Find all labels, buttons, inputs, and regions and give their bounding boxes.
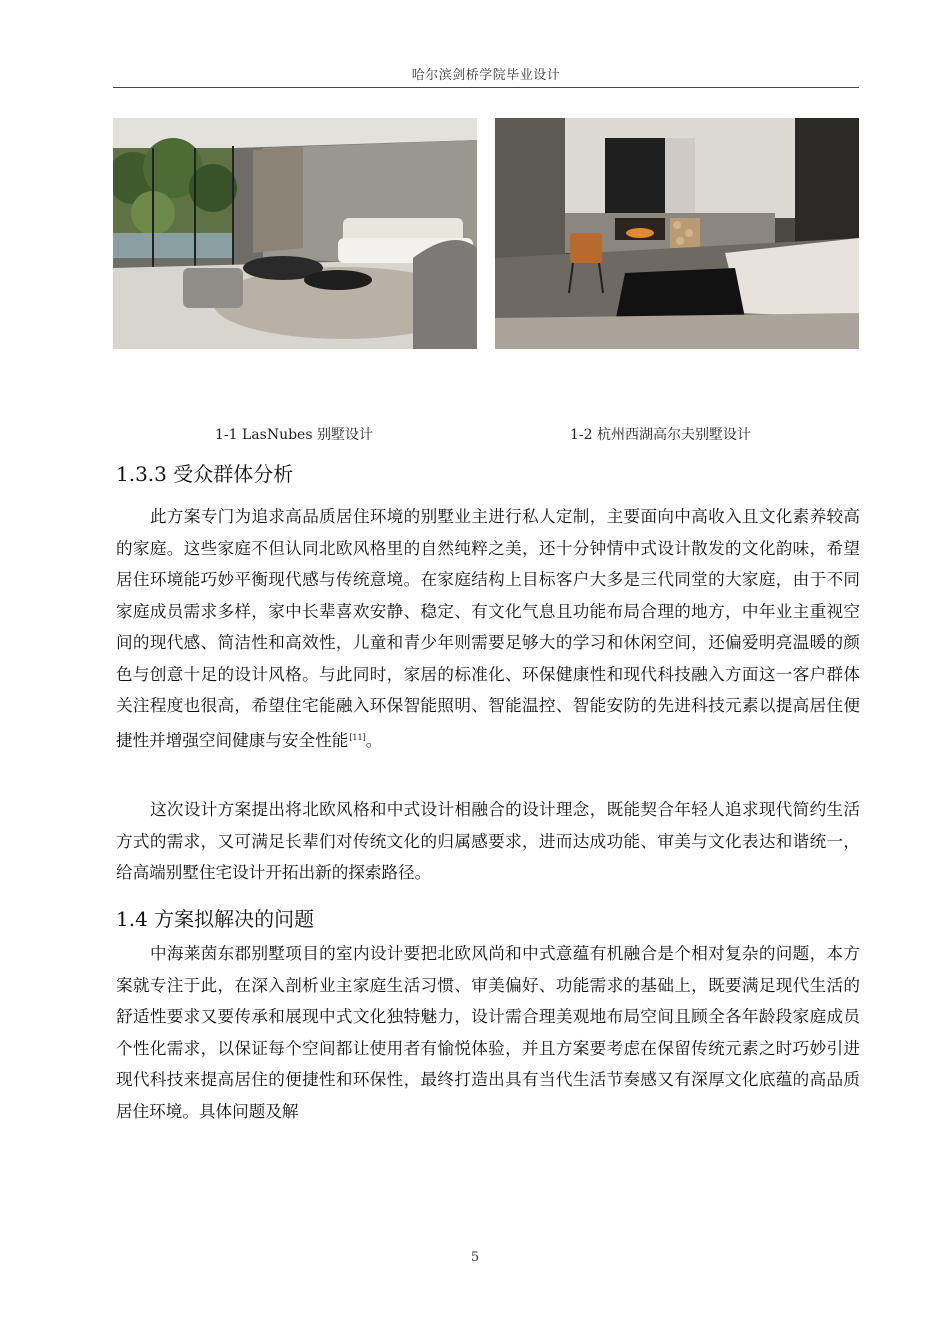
living-room-photo-1 (113, 118, 477, 349)
section-heading-1-4: 1.4 方案拟解决的问题 (116, 907, 315, 931)
paragraph-design-concept: 这次设计方案提出将北欧风格和中式设计相融合的设计理念，既能契合年轻人追求现代简约生活方式的需求，又可满足长辈们对传统文化的归属感要求，进而达成功能、审美与文化表达和谐统一，给高端别墅住宅设计开拓出新的探索路径。 (116, 800, 860, 882)
paragraph-text: 此方案专门为追求高品质居住环境的别墅业主进行私人定制，主要面向中高收入且文化素养较高的家庭。这些家庭不但认同北欧风格里的自然纯粹之美，还十分钟情中式设计散发的文化韵味，希望居住环境能巧妙平衡现代感与传统意境。在家庭结构上目标客户大多是三代同堂的大家庭，由于不同家庭成员需求多样，家中长辈喜欢安静、稳定、有文化气息且功能布局合理的地方，中年业主重视空间的现代感、简洁性和高效性，儿童和青少年则需要足够大的学习和休闲空间，还偏爱明亮温暖的颜色与创意十足的设计风格。与此同时，家居的标准化、环保健康性和现代科技融入方面这一客户群体关注程度也很高，希望住宅能融入环保智能照明、智能温控、智能安防的先进科技元素以提高居住便捷性并增强空间健康与安全性能 (116, 507, 860, 750)
living-room-photo-2 (495, 118, 859, 349)
figure-2-photo (495, 118, 859, 349)
figure-1-caption: 1-1 LasNubes 别墅设计 (215, 427, 373, 443)
paragraph-audience-analysis (116, 501, 860, 756)
section-heading-1-3-3: 1.3.3 受众群体分析 (116, 462, 294, 486)
citation-ref: [11] (349, 732, 366, 742)
page-number: 5 (470, 1250, 480, 1265)
paragraph-problems: 中海莱茵东郡别墅项目的室内设计要把北欧风尚和中式意蕴有机融合是个相对复杂的问题，本方案就专注于此，在深入剖析业主家庭生活习惯、审美偏好、功能需求的基础上，既要满足现代生活的舒适性要求又要传承和展现中式文化独特魅力，设计需合理美观地布局空间且顾全各年龄段家庭成员个性化需求，以保证每个空间都让使用者有愉悦体验，并且方案要考虑在保留传统元素之时巧妙引进现代科技来提高居住的便捷性和环保性，最终打造出具有当代生活节奏感又有深厚文化底蕴的高品质居住环境。具体问题及解 (116, 944, 860, 1121)
page-header: 哈尔滨剑桥学院毕业设计 (411, 68, 561, 83)
figure-1-photo (113, 118, 477, 349)
figure-2-caption: 1-2 杭州西湖高尔夫别墅设计 (570, 427, 751, 443)
header-divider (113, 87, 859, 88)
paragraph-end: 。 (365, 730, 383, 750)
